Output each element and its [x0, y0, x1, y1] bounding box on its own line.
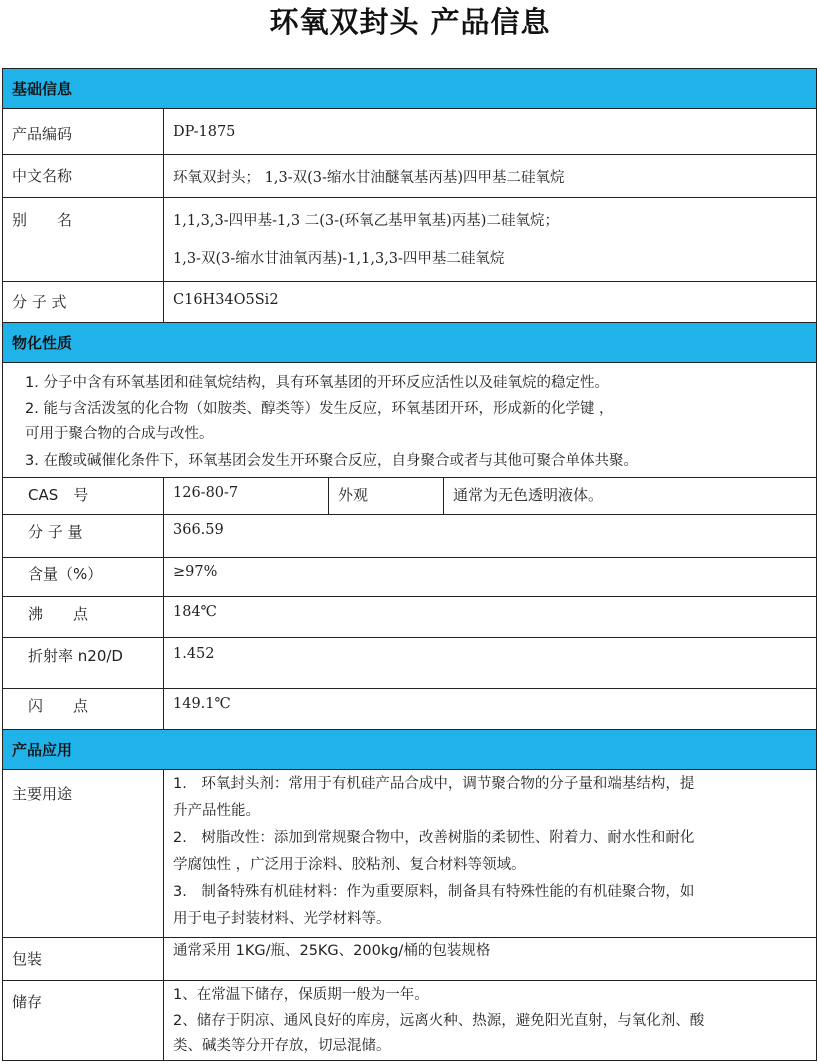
alias-value-line-1: 1,1,3,3-四甲基-1,3 二(3-(环氧乙基甲氧基)丙基)二硅氧烷； [173, 213, 559, 229]
row-divider [3, 281, 816, 282]
storage-line: 2、储存于阴凉、通风良好的库房，远离火种、热源，避免阳光直射，与氧化剂、酸 [173, 1013, 705, 1029]
row-divider [3, 514, 816, 515]
alias-value-line-2: 1,3-双(3-缩水甘油氧丙基)-1,1,3,3-四甲基二硅氧烷 [173, 251, 505, 267]
refractive-index-value: 1.452 [173, 646, 215, 662]
main-uses-line: 3. 制备特殊有机硅材料：作为重要原料，制备具有特殊性能的有机硅聚合物，如 [173, 884, 695, 900]
appearance-label: 外观 [338, 486, 369, 504]
section-header-application: 产品应用 [3, 730, 816, 770]
section-header-basic: 基础信息 [3, 69, 816, 109]
section-header-physchem: 物化性质 [3, 323, 816, 363]
formula-value: C16H34O5Si2 [173, 292, 279, 308]
property-2: 2. 能与含活泼氢的化合物（如胺类、醇类等）发生反应，环氧基团开环，形成新的化学键 ， [25, 401, 614, 417]
appearance-value: 通常为无色透明液体。 [453, 486, 604, 504]
property-1: 1. 分子中含有环氧基团和硅氧烷结构，具有环氧基团的开环反应活性以及硅氧烷的稳定性。 [25, 375, 609, 391]
main-uses-line: 学腐蚀性 ，广泛用于涂料、胶粘剂、复合材料等领域。 [173, 857, 526, 873]
boiling-point-value: 184℃ [173, 604, 217, 620]
row-divider [3, 154, 816, 155]
storage-line: 类、碱类等分开存放，切忌混储。 [173, 1038, 391, 1054]
row-divider [3, 980, 816, 981]
row-divider [3, 197, 816, 198]
row-divider [3, 557, 816, 558]
packaging-label: 包装 [12, 950, 43, 968]
main-uses-label: 主要用途 [12, 785, 73, 803]
main-uses-line: 1. 环氧封头剂：常用于有机硅产品合成中，调节聚合物的分子量和端基结构，提 [173, 776, 695, 792]
column-divider [163, 770, 164, 1060]
refractive-index-label: 折射率 n20/D [28, 647, 123, 665]
product-info-table [2, 68, 817, 1061]
row-divider [3, 637, 816, 638]
row-divider [3, 596, 816, 597]
molecular-weight-label: 分 子 量 [28, 523, 83, 541]
molecular-weight-value: 366.59 [173, 522, 224, 538]
page-title: 环氧双封头 产品信息 [269, 5, 551, 39]
product-code-label: 产品编码 [12, 125, 73, 143]
content-value: ≥97% [173, 564, 218, 580]
boiling-point-label: 沸 点 [28, 605, 89, 623]
cas-label: CAS 号 [28, 486, 89, 504]
flash-point-label: 闪 点 [28, 697, 89, 715]
cas-value: 126-80-7 [173, 485, 239, 501]
alias-label: 别 名 [12, 211, 73, 229]
packaging-value: 通常采用 1KG/瓶、25KG、200kg/桶的包装规格 [173, 943, 491, 959]
column-divider [163, 109, 164, 322]
chinese-name-label: 中文名称 [12, 167, 73, 185]
property-2-continued: 可用于聚合物的合成与改性。 [25, 426, 214, 442]
column-divider [328, 477, 329, 514]
storage-label: 储存 [12, 993, 43, 1011]
main-uses-line: 2. 树脂改性：添加到常规聚合物中，改善树脂的柔韧性、附着力、耐水性和耐化 [173, 830, 695, 846]
storage-line: 1、在常温下储存，保质期一般为一年。 [173, 987, 429, 1003]
main-uses-line: 升产品性能。 [173, 803, 260, 819]
row-divider [3, 477, 816, 478]
chinese-name-value: 环氧双封头； 1,3-双(3-缩水甘油醚氧基丙基)四甲基二硅氧烷 [173, 170, 565, 186]
main-uses-line: 用于电子封装材料、光学材料等。 [173, 911, 391, 927]
column-divider [443, 477, 444, 514]
content-label: 含量（%） [28, 565, 103, 583]
property-3: 3. 在酸或碱催化条件下，环氧基团会发生开环聚合反应，自身聚合或者与其他可聚合单体共聚。 [25, 453, 638, 469]
product-code-value: DP-1875 [173, 124, 236, 140]
formula-label: 分 子 式 [12, 293, 67, 311]
flash-point-value: 149.1℃ [173, 696, 231, 712]
row-divider [3, 688, 816, 689]
